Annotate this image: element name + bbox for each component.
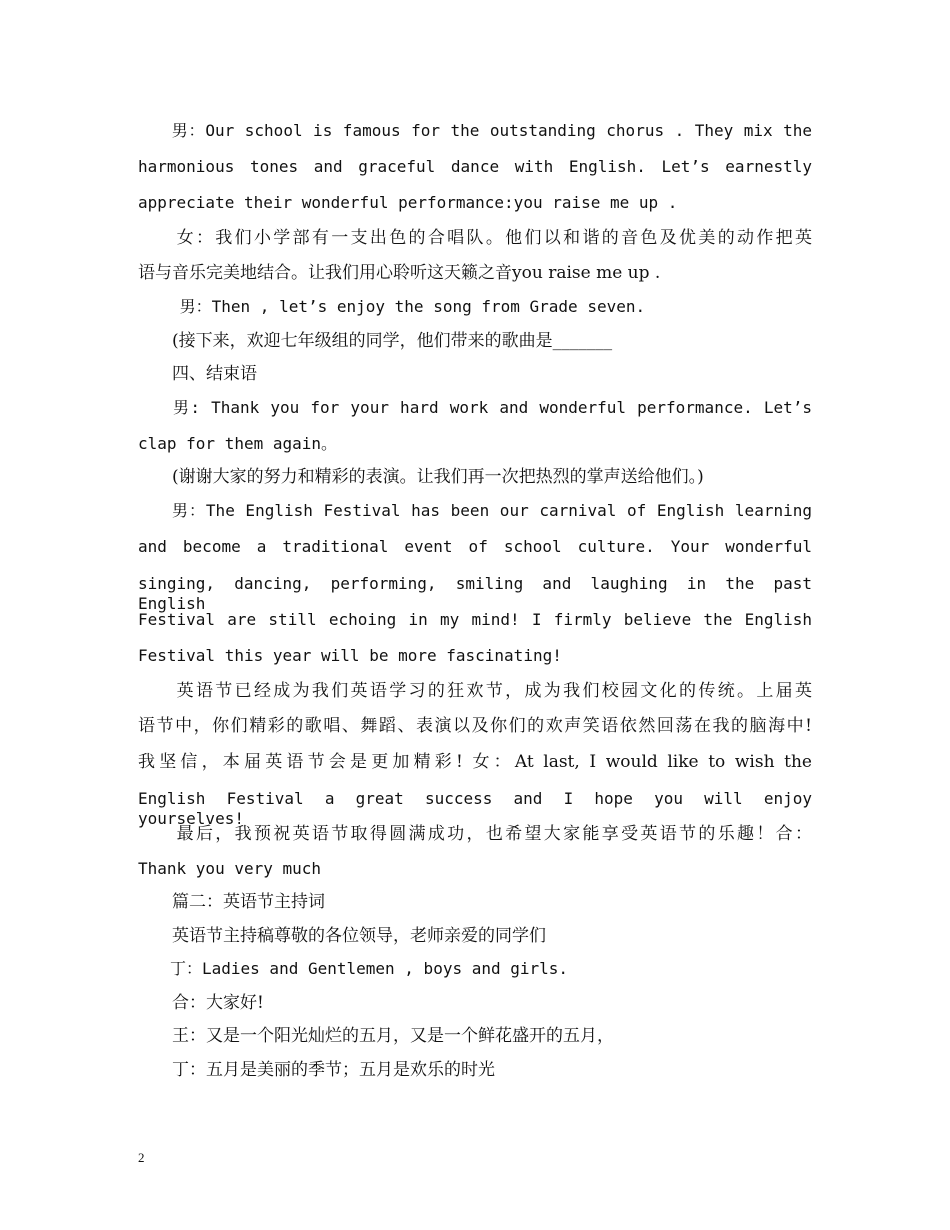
section-heading: 四、结束语 <box>138 364 257 384</box>
text-line: 英语节主持稿尊敬的各位领导，老师亲爱的同学们 <box>138 926 546 946</box>
text-line: Festival are still echoing in my mind! I firmly believe the English <box>138 610 812 629</box>
text-line: appreciate their wonderful performance:you raise me up . <box>138 193 678 212</box>
text-line: Festival this year will be more fascinating! <box>138 646 562 665</box>
text-line: 语节中，你们精彩的歌唱、舞蹈、表演以及你们的欢声笑语依然回荡在我的脑海中! <box>138 716 812 736</box>
text-line: 丁：Ladies and Gentlemen , boys and girls. <box>138 959 569 978</box>
text-line: harmonious tones and graceful dance with English. Let’s earnestly <box>138 157 812 176</box>
text-line: 王：又是一个阳光灿烂的五月，又是一个鲜花盛开的五月， <box>138 1026 614 1046</box>
page-number: 2 <box>138 1150 145 1165</box>
text-line: 男：Then , let’s enjoy the song from Grade seven. <box>138 297 646 316</box>
text-line: 语与音乐完美地结合。让我们用心聆听这天籁之音you raise me up . <box>138 263 661 283</box>
text-line: 丁：五月是美丽的季节；五月是欢乐的时光 <box>138 1060 495 1080</box>
text-line: (谢谢大家的努力和精彩的表演。让我们再一次把热烈的掌声送给他们。) <box>138 467 704 487</box>
text-line: 我坚信，本届英语节会是更加精彩! 女：At last, I would like to wish the <box>138 752 812 772</box>
text-line: 最后，我预祝英语节取得圆满成功，也希望大家能享受英语节的乐趣！合： <box>138 824 812 844</box>
text-line: clap for them again。 <box>138 434 338 453</box>
text-line: and become a traditional event of school culture. Your wonderful <box>138 537 812 556</box>
text-line: (接下来，欢迎七年级组的同学，他们带来的歌曲是_______ <box>138 331 613 351</box>
text-line: 男：Our school is famous for the outstanding chorus . They mix the <box>138 121 812 140</box>
text-line: Thank you very much <box>138 859 322 878</box>
text-line: 合：大家好! <box>138 993 264 1013</box>
text-line: singing, dancing, performing, smiling and laughing in the past English <box>138 574 812 613</box>
text-line: 男: Thank you for your hard work and wonderful performance. Let’s <box>138 398 812 417</box>
text-line: 女：我们小学部有一支出色的合唱队。他们以和谐的音色及优美的动作把英 <box>138 228 812 248</box>
section-heading: 篇二：英语节主持词 <box>138 892 325 912</box>
text-line: English Festival a great success and I hope you will enjoy yourselves! <box>138 789 812 828</box>
text-line: 男：The English Festival has been our carnival of English learning <box>138 501 812 520</box>
text-line: 英语节已经成为我们英语学习的狂欢节，成为我们校园文化的传统。上届英 <box>138 681 812 701</box>
